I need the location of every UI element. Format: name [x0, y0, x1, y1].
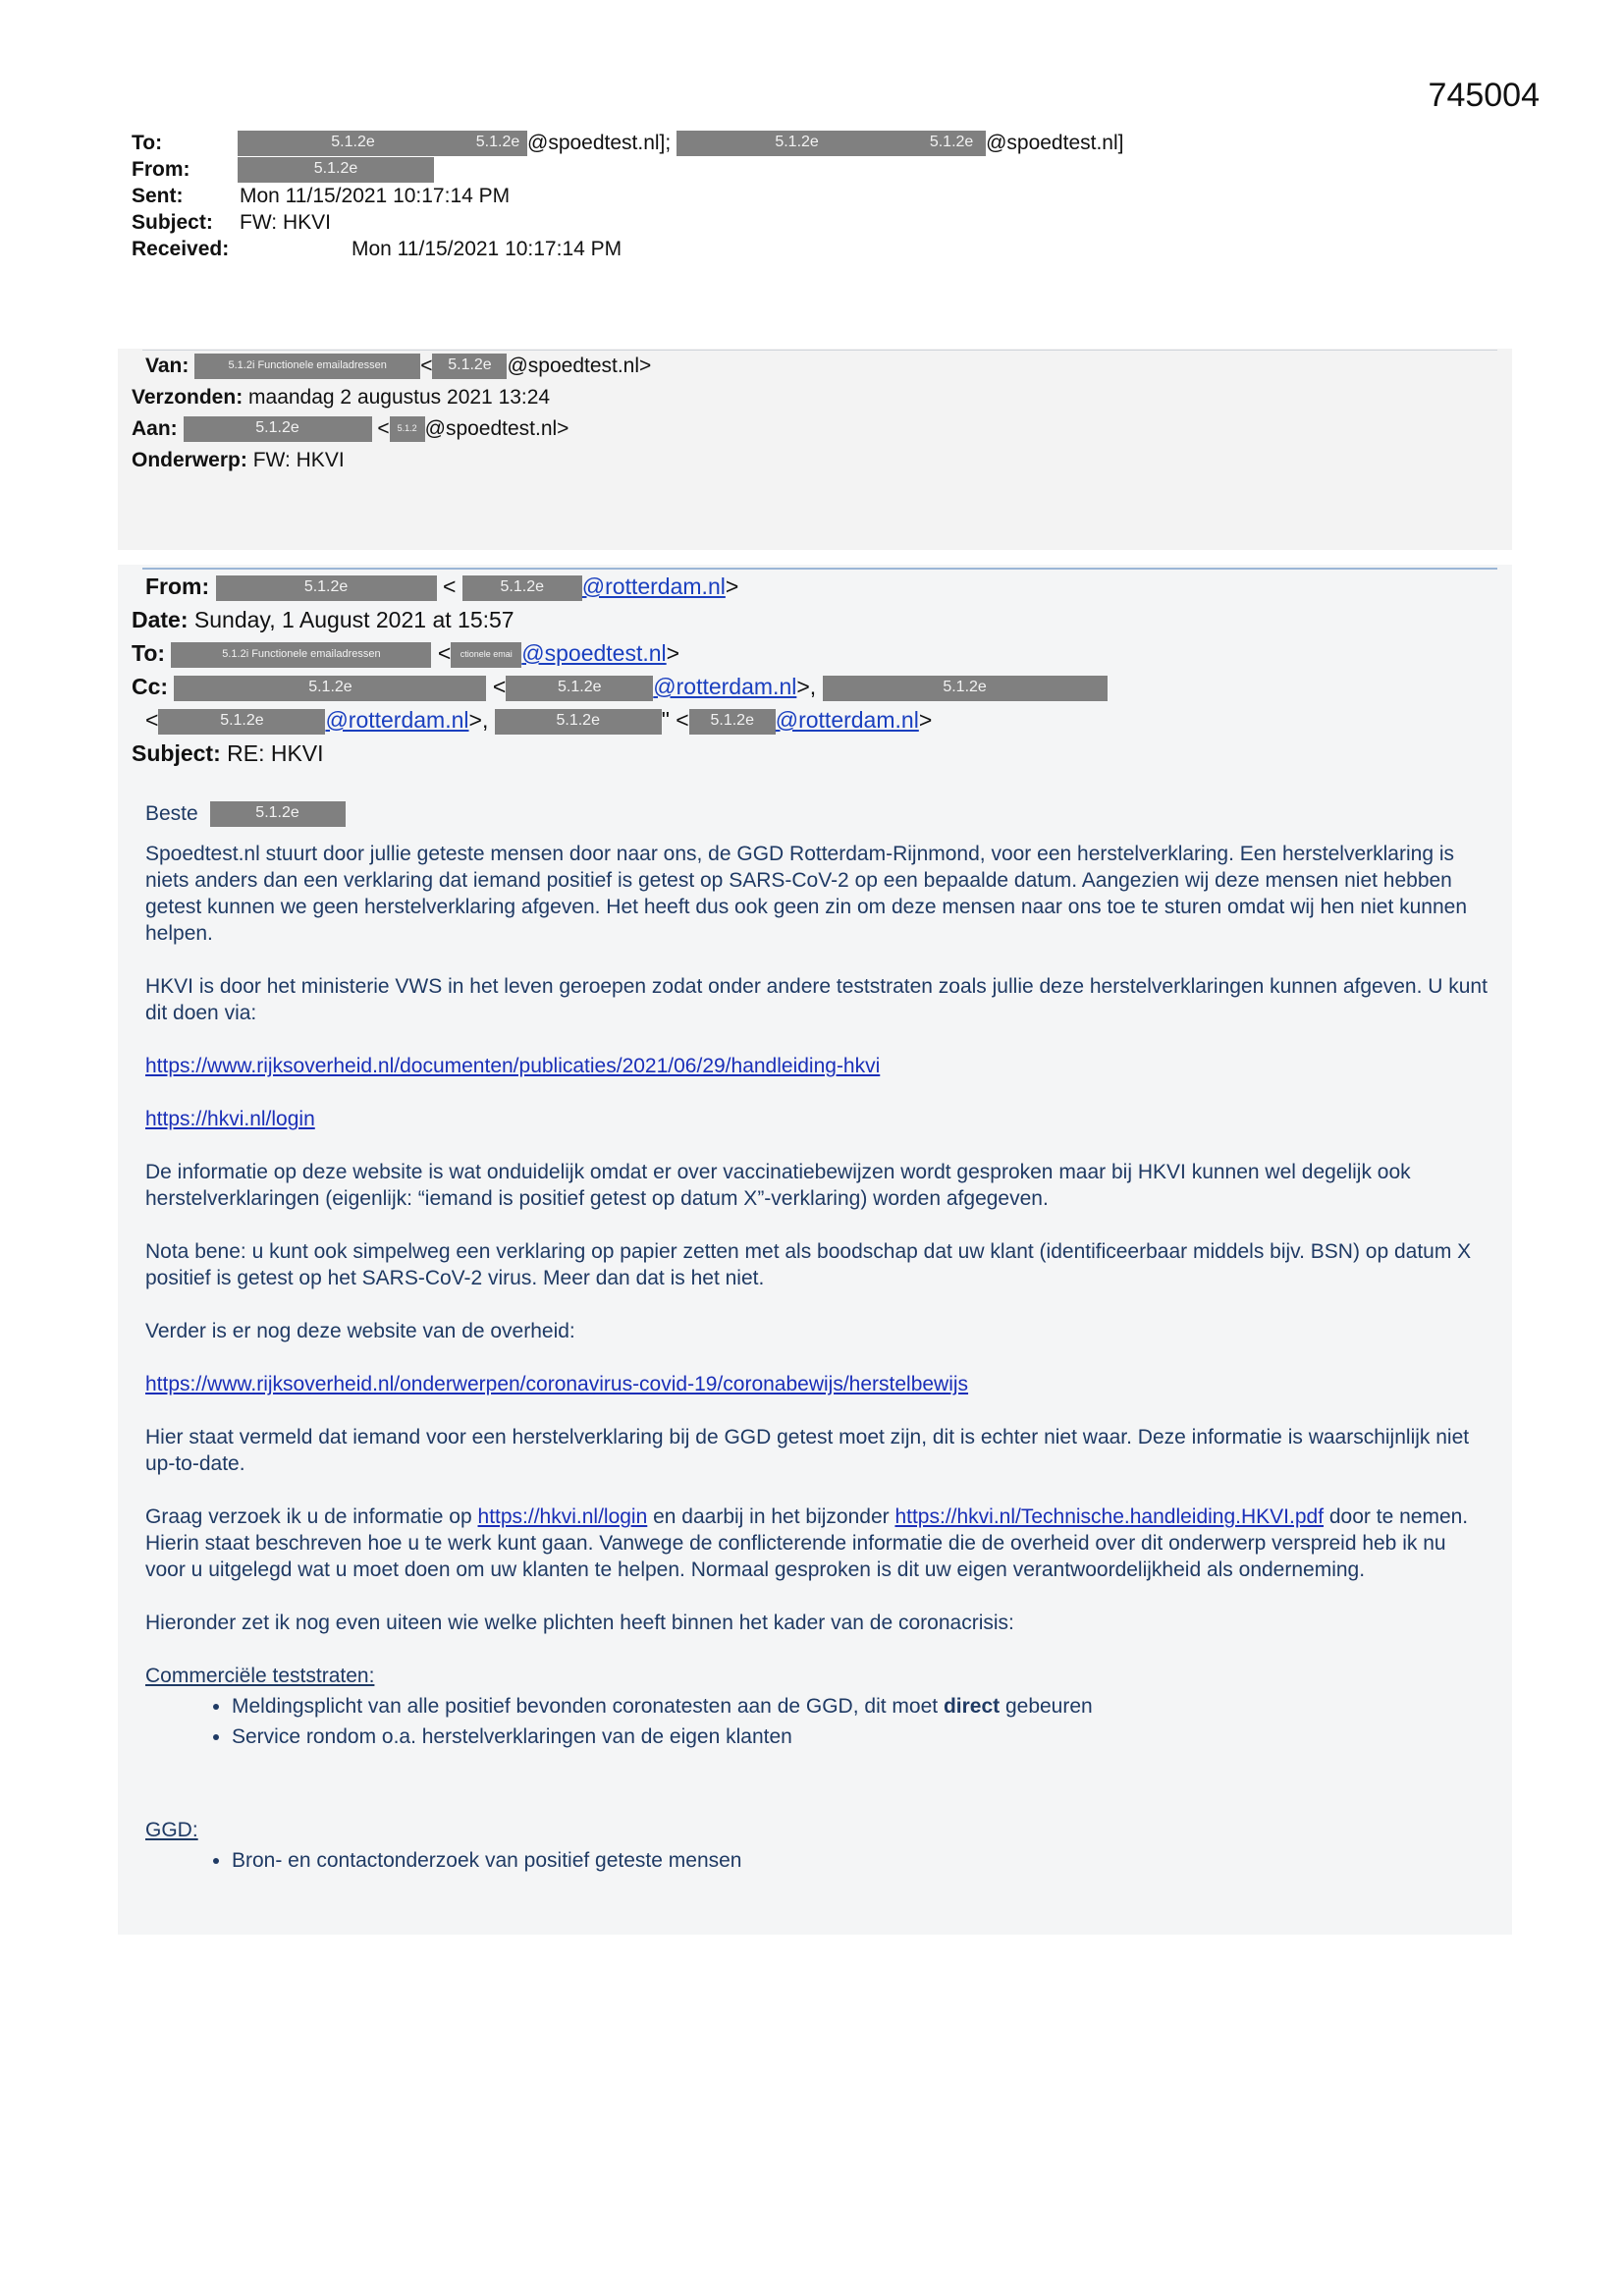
from-row: From: 5.1.2e < 5.1.2e @rotterdam.nl>: [145, 574, 739, 599]
subject-label: Subject:: [132, 740, 221, 766]
paragraph: Spoedtest.nl stuurt door jullie geteste mensen door naar ons, de GGD Rotterdam-Rijnmond, voor een herstelverklaring. Een herstelverklaring is niets anders dan een verklaring dat iemand positief is getest op SARS-CoV-2 op een bepaalde datum. Aangezien wij deze mensen niet hebben getest kunnen we geen herstelverklaring afgeven. Het heeft dus ook geen zin om deze mensen naar ons toe te sturen omdat wij hen niet kunnen helpen.: [145, 843, 1468, 946]
van-label: Van:: [145, 355, 189, 377]
handleiding-hkvi-link[interactable]: https://www.rijksoverheid.nl/documenten/publicaties/2021/06/29/handleiding-hkvi: [145, 1055, 881, 1078]
redaction-block: 5.1.2e: [506, 676, 653, 701]
cc-row: Cc: 5.1.2e < 5.1.2e @rotterdam.nl>, 5.1.2e: [132, 670, 1108, 703]
redaction-block: 5.1.2e: [174, 676, 486, 701]
redaction-block: 5.1.2e: [677, 131, 917, 156]
message-body: [145, 800, 1490, 1878]
redaction-block: 5.1.2e: [462, 575, 582, 601]
to-label: To:: [132, 132, 163, 154]
to-domain-2: @spoedtest.nl]: [986, 132, 1124, 154]
cc-email-link[interactable]: @rotterdam.nl: [775, 707, 919, 733]
van-row: Van: 5.1.2i Functionele emailadressen < 5.1.2e @spoedtest.nl>: [132, 351, 651, 382]
page-number: 745004: [1428, 77, 1540, 114]
date-row: [132, 603, 1108, 636]
herstelbewijs-link[interactable]: https://www.rijksoverheid.nl/onderwerpen/coronavirus-covid-19/coronabewijs/herstelbewijs: [145, 1373, 969, 1396]
from-email-link[interactable]: @rotterdam.nl: [581, 574, 726, 599]
cc-row-continued: < 5.1.2e @rotterdam.nl>, 5.1.2e " < 5.1.2e @rotterdam.nl>: [145, 707, 933, 733]
section-heading: GGD:: [145, 1819, 198, 1842]
van-domain: @spoedtest.nl>: [507, 355, 652, 377]
redaction-block: 5.1.2e: [238, 131, 468, 156]
paragraph: De informatie op deze website is wat onduidelijk omdat er over vaccinatiebewijzen wordt gesproken maar bij HKVI kunnen wel degelijk ook herstelverklaringen (eigenlijk: “iemand is positief getest op datum X”-verklaring) worden afgegeven.: [145, 1161, 1411, 1211]
paragraph: Nota bene: u kunt ook simpelweg een verklaring op papier zetten met als boodschap dat uw klant (identificeerbaar middels bijv. BSN) op datum X positief is getest op het SARS-CoV-2 virus. Meer dan dat is het niet.: [145, 1240, 1472, 1290]
sent-value: Mon 11/15/2021 10:17:14 PM: [240, 185, 511, 207]
list-item: • Meldingsplicht van alle positief bevonden coronatesten aan de GGD, dit moet direct gebeuren: [232, 1693, 1490, 1720]
redaction-block: 5.1.2e: [495, 709, 662, 735]
sent-label: Sent:: [132, 185, 184, 207]
cc-label: Cc:: [132, 674, 169, 699]
original-header: [132, 570, 1108, 770]
subject-value: RE: HKVI: [227, 740, 324, 766]
paragraph: Hieronder zet ik nog even uiteen wie welke plichten heeft binnen het kader van de coronacrisis:: [145, 1612, 1014, 1635]
verzonden-row: [132, 382, 651, 413]
redaction-block: 5.1.2e: [689, 709, 776, 735]
cc-email-link[interactable]: @rotterdam.nl: [325, 707, 469, 733]
received-value: Mon 11/15/2021 10:17:14 PM: [352, 238, 623, 260]
redaction-block: 5.1.2e: [158, 709, 325, 735]
redaction-block: 5.1.2e: [238, 157, 434, 183]
onderwerp-value: FW: HKVI: [252, 449, 345, 471]
redaction-block: 5.1.2: [390, 416, 425, 442]
bullet-list: [145, 1693, 1490, 1750]
redaction-block: 5.1.2e: [823, 676, 1108, 701]
onderwerp-label: Onderwerp:: [132, 449, 247, 471]
redaction-block: 5.1.2e: [184, 416, 372, 442]
aan-domain: @spoedtest.nl>: [424, 417, 569, 440]
redaction-block: 5.1.2e: [210, 801, 346, 827]
redaction-block: 5.1.2e: [432, 354, 507, 379]
date-value: Sunday, 1 August 2021 at 15:57: [193, 607, 514, 632]
forward-header: [132, 351, 651, 476]
aan-row: Aan: 5.1.2e < 5.1.2 @spoedtest.nl>: [132, 413, 651, 445]
redaction-block: ctionele emai: [451, 642, 521, 668]
paragraph: Hier staat vermeld dat iemand voor een herstelverklaring bij de GGD getest moet zijn, dit is echter niet waar. Deze informatie is waarschijnlijk niet up-to-date.: [145, 1426, 1470, 1476]
paragraph: Verder is er nog deze website van de overheid:: [145, 1320, 575, 1343]
redaction-block: 5.1.2e: [468, 131, 527, 156]
greeting: Beste 5.1.2e: [145, 800, 1490, 827]
cc-email-link[interactable]: @rotterdam.nl: [653, 674, 797, 699]
subject-row: [132, 737, 1108, 770]
to-domain-1: @spoedtest.nl];: [527, 132, 672, 154]
paragraph: Graag verzoek ik u de informatie op https://hkvi.nl/login en daarbij in het bijzonder https://hkvi.nl/Technische.handleiding.HKVI.pdf door te nemen. Hierin staat beschreven hoe u te werk kunt gaan. Vanwege de conflicterende informatie die de overheid over dit onderwerp verspreid heb ik nu voor u uitgelegd wat u moet doen om uw klanten te helpen. Normaal gesproken is dit uw eigen verantwoordelijkheid als onderneming.: [145, 1505, 1469, 1582]
subject-label: Subject:: [132, 211, 213, 234]
list-item: • Bron- en contactonderzoek van positief geteste mensen: [232, 1847, 1490, 1874]
aan-label: Aan:: [132, 417, 178, 440]
received-label: Received:: [132, 238, 230, 260]
technische-handleiding-link[interactable]: https://hkvi.nl/Technische.handleiding.HKVI.pdf: [894, 1505, 1325, 1529]
from-label: From:: [145, 574, 210, 599]
hkvi-login-link[interactable]: https://hkvi.nl/login: [477, 1505, 648, 1529]
subject-value: FW: HKVI: [240, 211, 331, 234]
redaction-block: 5.1.2e: [917, 131, 986, 156]
redaction-block: 5.1.2e: [216, 575, 437, 601]
to-row: To: 5.1.2i Functionele emailadressen < ctionele emai @spoedtest.nl>: [132, 640, 680, 666]
date-label: Date:: [132, 607, 189, 632]
to-email-link[interactable]: @spoedtest.nl: [521, 640, 667, 666]
verzonden-label: Verzonden:: [132, 386, 244, 409]
hkvi-login-link[interactable]: https://hkvi.nl/login: [145, 1108, 315, 1131]
paragraph: HKVI is door het ministerie VWS in het leven geroepen zodat onder andere teststraten zoals jullie deze herstelverklaringen kunnen afgeven. U kunt dit doen via:: [145, 975, 1488, 1025]
bullet-list: [145, 1847, 1490, 1874]
list-item: • Service rondom o.a. herstelverklaringen van de eigen klanten: [232, 1723, 1490, 1750]
redaction-block: 5.1.2i Functionele emailadressen: [194, 354, 420, 379]
to-label: To:: [132, 640, 166, 666]
section-heading: Commerciële teststraten:: [145, 1665, 375, 1688]
onderwerp-row: [132, 445, 651, 476]
redaction-block: 5.1.2i Functionele emailadressen: [171, 642, 431, 668]
from-label: From:: [132, 158, 190, 181]
verzonden-value: maandag 2 augustus 2021 13:24: [248, 386, 551, 409]
